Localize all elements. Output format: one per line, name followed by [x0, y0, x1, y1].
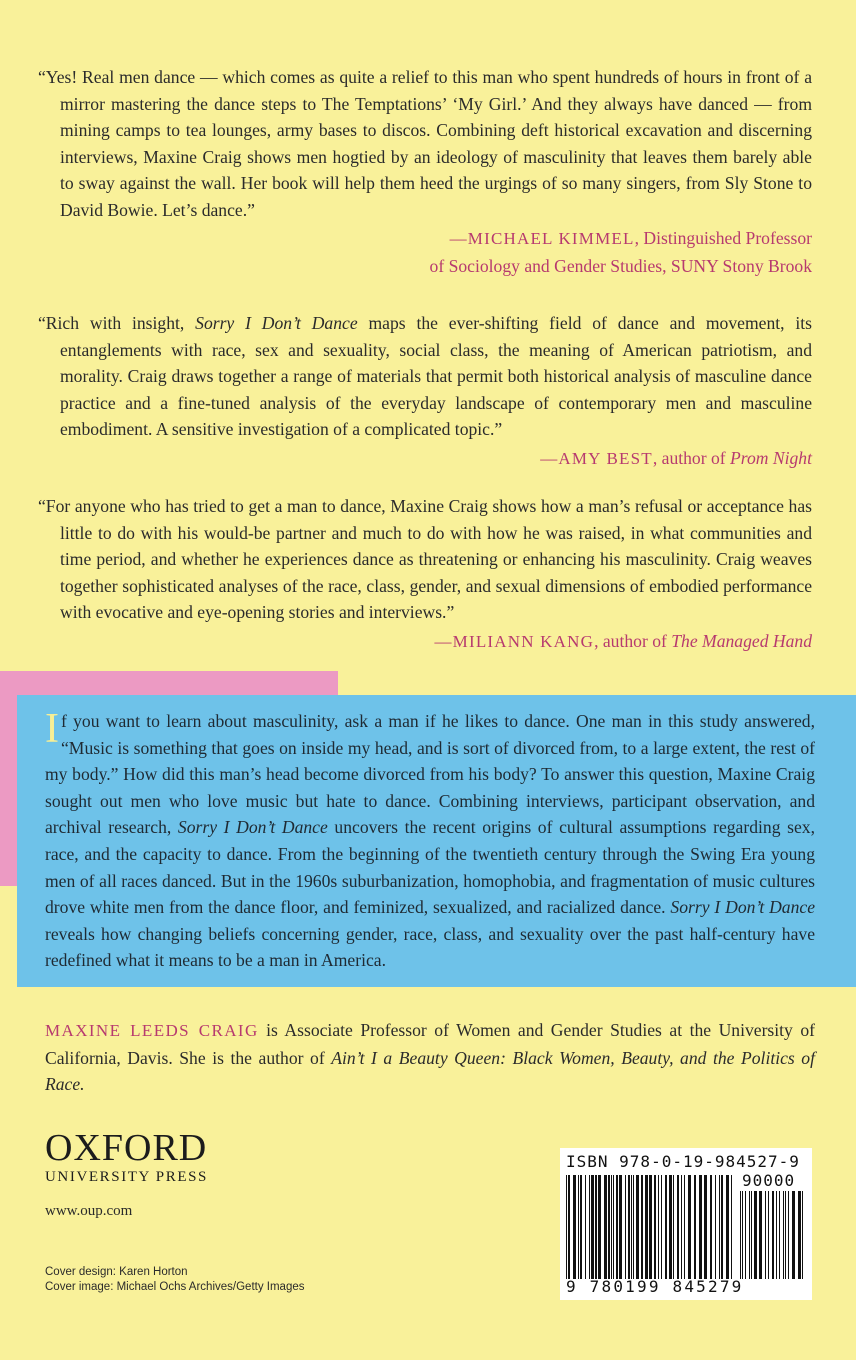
- reviewer-name: —MILIANN KANG: [434, 631, 595, 651]
- reviewer-credential: , author of: [594, 630, 672, 651]
- cover-image-credit: Cover image: Michael Ochs Archives/Getty Images: [45, 1281, 305, 1293]
- review-attribution: [38, 445, 812, 473]
- author-other-book: Ain’t I a Beauty Queen: Black Women, Beauty, and the Politics of Race.: [45, 1047, 815, 1095]
- book-title: Sorry I Don’t Dance: [177, 817, 328, 838]
- review-text: “Rich with insight, Sorry I Don’t Dance maps the ever-shifting field of dance and movement, its entanglements with race, sex and sexuality, social class, the meaning of American patriotism, and morality. Craig draws together a range of materials that permit both historical analysis of masculine dance practice and a fine-tuned analysis of the everyday landscape of contemporary men and masculine embodiment. A sensitive investigation of a complicated topic.”: [38, 313, 812, 439]
- review-text: “For anyone who has tried to get a man to dance, Maxine Craig shows how a man’s refusal or acceptance has little to do with his would-be partner and much to do with how he was raised, in what communities and time period, and whether he experiences dance as threatening or enhancing his masculinity. Craig weaves together sophisticated analyses of the race, class, gender, and sexual dimensions of embodied performance with evocative and eye-opening stories and interviews.”: [38, 496, 812, 622]
- publisher-name: OXFORD: [45, 1127, 208, 1169]
- review-attribution: [38, 628, 812, 656]
- reviewer-book: The Managed Hand: [671, 630, 812, 651]
- barcode-main-icon: [566, 1175, 732, 1279]
- barcode-digits: 9 780199 845279: [566, 1277, 744, 1296]
- price-code: 90000: [742, 1171, 796, 1190]
- reviewer-credential: , Distinguished Professor: [634, 228, 812, 248]
- reviewer-name: —AMY BEST: [540, 448, 653, 468]
- review-text: “Yes! Real men dance — which comes as quite a relief to this man who spent hundreds of hours in front of a mirror mastering the dance steps to The Temptations’ ‘My Girl.’ And they always have danced — from mining camps to tea lounges, army bases to discos. Combining deft historical excavation and discerning interviews, Maxine Craig shows men hogtied by an ideology of masculinity that leaves them barely able to sway against the wall. Her book will help them heed the urgings of so many singers, from Sly Stone to David Bowie. Let’s dance.”: [38, 67, 812, 220]
- cover-design-credit: Cover design: Karen Horton: [45, 1266, 188, 1278]
- isbn-label: ISBN 978-0-19-984527-9: [566, 1152, 800, 1171]
- reviewer-credential-line2: of Sociology and Gender Studies, SUNY Stony Brook: [429, 255, 812, 276]
- cover-credits: [45, 1265, 305, 1295]
- review-best: [38, 310, 812, 472]
- reviewer-credential: , author of: [652, 447, 731, 468]
- publisher-url: www.oup.com: [45, 1203, 133, 1219]
- book-title: Sorry I Don’t Dance: [670, 897, 815, 918]
- review-attribution: [38, 225, 812, 279]
- author-name: MAXINE LEEDS CRAIG: [45, 1021, 259, 1040]
- drop-cap: I: [45, 706, 59, 752]
- publisher-logo: [45, 1128, 245, 1186]
- review-kang: [38, 493, 812, 655]
- reviewer-book: Prom Night: [730, 447, 812, 468]
- author-bio: MAXINE LEEDS CRAIG is Associate Professor of Women and Gender Studies at the University of California, Davis. She is the author of Ain’t I a Beauty Queen: Black Women, Beauty, and the Politics of Race.: [45, 1020, 815, 1095]
- publisher-subname: UNIVERSITY PRESS: [45, 1169, 208, 1185]
- reviewer-name: —MICHAEL KIMMEL: [449, 229, 635, 248]
- book-title: Sorry I Don’t Dance: [195, 313, 358, 333]
- review-kimmel: [38, 64, 812, 279]
- barcode-addon-icon: [740, 1191, 806, 1279]
- book-description: If you want to learn about masculinity, ask a man if he likes to dance. One man in this study answered, “Music is something that goes on inside my head, and is sort of divorced from, to a large extent, the rest of my body.” How did this man’s head become divorced from his body? To answer this question, Maxine Craig sought out men who love music but hate to dance. Combining interviews, participant observation, and archival research, Sorry I Don’t Dance uncovers the recent origins of cultural assumptions regarding sex, race, and the capacity to dance. From the beginning of the twentieth century through the Swing Era young men of all races danced. But in the 1960s suburbanization, homophobia, and fragmentation of music cultures drove white men from the dance floor, and feminized, sexualized, and racialized dance. Sorry I Don’t Dance reveals how changing beliefs concerning gender, race, class, and sexuality over the past half-century have redefined what it means to be a man in America.: [45, 706, 815, 971]
